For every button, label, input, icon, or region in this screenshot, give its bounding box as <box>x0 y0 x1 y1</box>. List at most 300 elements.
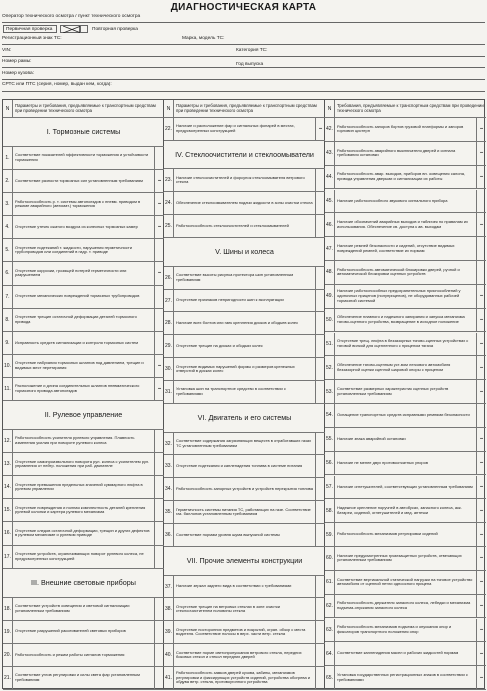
section-title: II. Рулевое управление <box>44 410 123 420</box>
table-row[interactable] <box>325 237 486 261</box>
row-mark[interactable]: – <box>476 642 486 665</box>
table-column <box>3 100 164 688</box>
row-number: 47. <box>325 237 335 260</box>
table-row[interactable] <box>3 332 164 355</box>
table-row[interactable] <box>325 452 486 476</box>
column-header-number: N <box>3 100 13 117</box>
row-requirement: Работоспособность аварийного выключателя дверей и сигнала требования остановки <box>337 147 456 158</box>
section-header <box>3 118 164 147</box>
table-row[interactable] <box>3 286 164 309</box>
table-row[interactable] <box>325 666 486 690</box>
table-row[interactable] <box>164 312 325 335</box>
row-mark[interactable]: – <box>154 170 164 192</box>
row-requirement: Наличие всех болтов или гаек крепления дисков и ободьев колес <box>176 320 299 326</box>
row-mark[interactable] <box>315 524 325 546</box>
row-requirement: Надежное крепление поручней в автобусах, запасного колеса, акк. батареи, сидений, огнетушителей и мед. аптечки <box>337 505 462 515</box>
table-row[interactable] <box>325 166 486 190</box>
row-number: 18. <box>3 598 13 620</box>
row-mark[interactable] <box>154 147 164 169</box>
table-row[interactable] <box>164 576 325 599</box>
row-number: 58. <box>325 499 335 522</box>
section-header <box>164 404 325 433</box>
column-header-number: N <box>325 100 335 117</box>
table-row[interactable] <box>3 309 164 332</box>
section-header <box>164 141 325 170</box>
row-requirement: Работоспособность замков дверей кузова, кабины, механизмов регулировки и фиксирующих устройств сидений, устройства обогрева и обдува ветр. стекла, противоугонного устройства <box>176 670 311 685</box>
table-row[interactable] <box>325 380 486 404</box>
row-requirement: Отсутствие трещин на дисках и ободьях колес <box>176 343 263 348</box>
row-number: 41. <box>164 667 174 689</box>
table-row[interactable] <box>3 147 164 170</box>
row-number: 21. <box>3 667 13 689</box>
row-requirement: Наличие работоспособного звукового сигнального прибора <box>337 197 448 203</box>
row-mark[interactable]: – <box>154 262 164 284</box>
row-number: 1. <box>3 147 13 169</box>
row-requirement: Наличие стеклоочистителей и форсунок стеклоомывателя ветрового стекла <box>176 174 305 185</box>
row-mark[interactable]: – <box>476 142 486 165</box>
row-mark[interactable] <box>315 667 325 689</box>
table-row[interactable] <box>164 524 325 547</box>
row-requirement: Наличие огнетушителей, соответствующих установленным требованиям <box>337 483 473 489</box>
row-requirement: Отсутствие механических повреждений тормозных трубопроводов <box>15 293 140 299</box>
row-number: 33. <box>164 455 174 477</box>
row-mark[interactable] <box>154 546 164 568</box>
table-row[interactable] <box>325 356 486 380</box>
srts-row <box>2 82 485 92</box>
table-row[interactable] <box>3 262 164 285</box>
table-row[interactable] <box>164 501 325 524</box>
row-requirement: Соответствие разности тормозных сил установленным требованиям <box>15 177 143 183</box>
table-row[interactable] <box>325 142 486 166</box>
row-mark[interactable]: – <box>476 333 486 356</box>
reg-sign-row <box>2 36 485 45</box>
section-header <box>3 569 164 598</box>
row-number: 11. <box>3 378 13 400</box>
table-row[interactable] <box>325 476 486 500</box>
requirements-table <box>2 99 485 689</box>
year-label: Год выпуска <box>236 62 264 67</box>
row-number: 62. <box>325 595 335 618</box>
row-requirement: Соответствие вертикальной статической нагрузки на тяговое устройство автомобиля от сцепной петли одноосного прицепа <box>337 576 473 587</box>
table-row[interactable] <box>164 169 325 192</box>
row-requirement: Отсутствие набухания тормозных шлангов под давлением, трещин и видимых мест перетирания <box>15 360 144 370</box>
row-requirement: Соответствие размерных характеристик сцепных устройств установленным требованиям <box>337 385 449 396</box>
row-mark[interactable] <box>154 430 164 452</box>
table-row[interactable] <box>3 644 164 667</box>
row-mark[interactable]: – <box>476 499 486 522</box>
row-mark[interactable] <box>315 501 325 523</box>
table-row[interactable] <box>3 598 164 621</box>
row-requirement: Герметичность системы питания ТС, работающих на газе. Соответствие газ. баллонов установленным требованиям <box>176 506 311 517</box>
row-number: 35. <box>164 501 174 523</box>
row-requirement: Наличие обозначений аварийных выходов и табличек по правилам их использования. Обеспечение св. доступа к ав. выходам <box>337 219 468 229</box>
row-number: 44. <box>325 166 335 189</box>
srts-label: СРТС или ПТС (серия, номер, выдан кем, когда): <box>2 82 112 87</box>
row-requirement: Работоспособность усилителя рулевого управления. Плавность изменения усилия при повороте рулевого колеса <box>15 435 135 446</box>
vin-label: VIN: <box>2 48 12 53</box>
row-requirement: Соответствие норме светопропускания ветрового стекла, передних боковых стекол и стекол передних дверей <box>176 649 302 660</box>
table-row[interactable] <box>325 404 486 428</box>
row-number: 6. <box>3 262 13 284</box>
row-requirement: Наличие работоспособных предохранительных приспособлений у одиночных прицепов (полуприцепов), не оборудованных рабочей тормозной системой <box>337 288 461 303</box>
row-mark[interactable] <box>154 644 164 666</box>
table-column <box>164 100 325 688</box>
row-requirement: Отсутствие посторонних предметов и покрытий, огран. обзор с места водителя. Соответствие полосы в верх. части ветр. стекла <box>176 626 306 637</box>
table-row[interactable] <box>3 667 164 690</box>
row-requirement: Соответствие высоты рисунка протектора шин установленным требованиям <box>176 272 294 282</box>
row-requirement: Соответствие каплепадения масел и рабочих жидкостей нормам <box>337 650 459 656</box>
row-number: 65. <box>325 666 335 689</box>
row-number: 50. <box>325 309 335 332</box>
row-requirement: Соответствие нормам уровня шума выпускной системы <box>176 531 280 537</box>
row-number: 28. <box>164 312 174 334</box>
section-header <box>3 401 164 430</box>
table-row[interactable] <box>325 213 486 237</box>
table-row[interactable] <box>3 170 164 193</box>
row-number: 15. <box>3 499 13 521</box>
row-mark[interactable]: – <box>476 428 486 451</box>
table-row[interactable] <box>3 476 164 499</box>
row-number: 3. <box>3 193 13 215</box>
table-row[interactable] <box>164 192 325 215</box>
table-row[interactable] <box>3 522 164 545</box>
primary-check-label: Первичная проверка <box>6 27 53 32</box>
table-row[interactable] <box>325 619 486 643</box>
section-header <box>164 238 325 267</box>
row-mark[interactable] <box>476 190 486 213</box>
table-row[interactable] <box>164 215 325 238</box>
row-number: 54. <box>325 404 335 427</box>
row-number: 24. <box>164 192 174 214</box>
row-requirement: Отсутствие трещ. люфта в беззазорных тягово-сцепных устройствах с тяговой вилкой для сцепленного с прицепом тягача <box>337 338 469 348</box>
row-requirement: Наличие не менее двух противооткатных упоров <box>337 459 428 465</box>
row-number: 40. <box>164 644 174 666</box>
row-requirement: Отсутствие подтеканий т. жидкости, нарушения герметичности трубопроводов или соединений в гидр. т. приводе <box>15 244 132 255</box>
primary-check-mark[interactable] <box>60 25 80 33</box>
row-number: 53. <box>325 380 335 403</box>
frame-row <box>2 59 485 68</box>
table-row[interactable] <box>325 642 486 666</box>
row-number: 4. <box>3 216 13 238</box>
row-mark[interactable] <box>154 309 164 331</box>
column-header <box>3 100 164 118</box>
row-number: 37. <box>164 576 174 598</box>
column-header-text: Параметры и требования, предъявляемые к транспортным средствам при проведении технического осмотра <box>176 102 317 113</box>
row-requirement: Соответствие содержания загрязняющих веществ в отработавших газах ТС установленным требованиям <box>176 437 312 448</box>
table-row[interactable] <box>325 523 486 547</box>
row-mark[interactable]: – <box>476 118 486 141</box>
table-row[interactable] <box>325 118 486 142</box>
body-row <box>2 71 485 80</box>
row-mark[interactable] <box>154 453 164 475</box>
row-mark[interactable] <box>154 499 164 521</box>
primary-check-box[interactable] <box>3 25 57 33</box>
row-number: 31. <box>164 381 174 403</box>
section-title: I. Тормозные системы <box>46 126 121 136</box>
section-header <box>164 547 325 576</box>
table-row[interactable] <box>164 118 325 141</box>
row-mark[interactable] <box>476 237 486 260</box>
row-number: 8. <box>3 309 13 331</box>
table-row[interactable] <box>164 335 325 358</box>
row-mark[interactable]: – <box>154 378 164 400</box>
row-mark[interactable] <box>315 335 325 357</box>
row-number: 61. <box>325 571 335 594</box>
row-mark[interactable]: – <box>476 571 486 594</box>
row-requirement: Наличие ремней безопасности и сидений, отсутствие видимых повреждений ремней, соответствие их нормам <box>337 242 455 253</box>
table-row[interactable] <box>3 546 164 569</box>
row-number: 64. <box>325 642 335 665</box>
table-row[interactable] <box>325 428 486 452</box>
row-requirement: Отсутствие следов остаточной деформации, трещин и других дефектов в рулевом механизме и рулевом приводе <box>15 527 150 538</box>
row-requirement: Отсутствие утечек сжатого воздуха из колесных тормозных камер <box>15 223 138 229</box>
table-row[interactable] <box>164 667 325 690</box>
column-header-text: Параметры и требования, предъявляемые к транспортным средствам при проведении технического осмотра <box>15 102 156 113</box>
table-row[interactable] <box>3 453 164 476</box>
row-mark[interactable] <box>315 358 325 380</box>
table-row[interactable] <box>3 621 164 644</box>
row-mark[interactable] <box>154 598 164 620</box>
table-row[interactable] <box>3 355 164 378</box>
row-requirement: Соответствие устройств освещения и световой сигнализации установленным требованиям <box>15 603 130 613</box>
table-row[interactable] <box>164 381 325 404</box>
row-number: 38. <box>164 598 174 620</box>
table-row[interactable] <box>3 216 164 239</box>
document-title: ДИАГНОСТИЧЕСКАЯ КАРТА <box>170 2 317 13</box>
table-row[interactable] <box>164 267 325 290</box>
row-requirement: Обеспечение стеклоомывателем подачи жидкости в зоны очистки стекла <box>176 200 313 205</box>
brand-label: Марка, модель ТС: <box>182 36 225 41</box>
row-requirement: Соответствие углов регулировки и силы света фар установленным требованиям <box>15 672 140 682</box>
table-row[interactable] <box>164 644 325 667</box>
row-requirement: Работоспособность стеклоочистителей и стеклоомывателей <box>176 222 289 228</box>
table-row[interactable] <box>164 598 325 621</box>
row-number: 10. <box>3 355 13 377</box>
row-number: 5. <box>3 239 13 261</box>
row-number: 23. <box>164 169 174 191</box>
row-number: 27. <box>164 290 174 312</box>
table-row[interactable] <box>325 571 486 595</box>
row-mark[interactable]: – <box>476 166 486 189</box>
row-requirement: Работоспособность механизмов регулировки сидений <box>337 531 438 537</box>
row-requirement: Соответствие показателей эффективности торможения и устойчивости торможения <box>15 152 149 162</box>
row-requirement: Отсутствие самопроизвольного поворота рул. колеса с усилителем рул. управления от нейтр. положения при раб. двигателе <box>15 458 150 469</box>
row-mark[interactable]: – <box>476 523 486 546</box>
repeat-check-label: Повторная проверка <box>92 27 138 32</box>
section-title: III. Внешние световые приборы <box>31 577 136 587</box>
row-number: 17. <box>3 546 13 568</box>
row-requirement: Наличие знака аварийной остановки <box>337 435 406 441</box>
row-mark[interactable]: – <box>154 355 164 377</box>
row-mark[interactable] <box>315 169 325 191</box>
row-requirement: Оснащение транспортных средств исправными ремнями безопасности <box>337 412 470 418</box>
row-number: 22. <box>164 118 174 140</box>
row-number: 13. <box>3 453 13 475</box>
row-mark[interactable]: – <box>476 452 486 475</box>
row-requirement: Работоспособность и режим работы сигналов торможения <box>15 651 125 657</box>
table-row[interactable] <box>164 455 325 478</box>
row-mark[interactable]: – <box>476 476 486 499</box>
row-number: 63. <box>325 619 335 642</box>
row-mark[interactable] <box>315 644 325 666</box>
row-requirement: Отсутствие трещин остаточной деформации деталей тормозного привода <box>15 314 137 324</box>
row-requirement: Отсутствие видимых нарушений формы и размеров крепежных отверстий в дисках колес <box>176 363 295 374</box>
row-requirement: Наличие зеркал заднего вида в соответствии с требованиями <box>176 583 292 589</box>
table-row[interactable] <box>325 190 486 214</box>
row-number: 7. <box>3 286 13 308</box>
operator-label: Оператор технического осмотра / пункт технического осмотра <box>2 14 141 19</box>
row-mark[interactable] <box>154 332 164 354</box>
row-requirement: Отсутствие трещин на ветровых стеклах в зоне очистки стеклоочистителем половины стекла <box>176 603 280 614</box>
row-mark[interactable]: – <box>476 619 486 642</box>
row-mark[interactable] <box>315 576 325 598</box>
row-mark[interactable] <box>154 667 164 689</box>
section-title: VII. Прочие элементы конструкции <box>186 555 303 565</box>
row-requirement: Отсутствие разрушений рассеивателей световых приборов <box>15 628 126 634</box>
row-number: 30. <box>164 358 174 380</box>
row-mark[interactable] <box>315 192 325 214</box>
row-number: 59. <box>325 523 335 546</box>
table-row[interactable] <box>3 378 164 401</box>
row-mark[interactable] <box>154 286 164 308</box>
operator-field[interactable] <box>2 14 485 23</box>
table-row[interactable] <box>3 499 164 522</box>
row-number: 39. <box>164 621 174 643</box>
row-mark[interactable]: – <box>154 193 164 215</box>
row-mark[interactable] <box>315 267 325 289</box>
row-mark[interactable] <box>315 478 325 500</box>
row-mark[interactable]: – <box>476 595 486 618</box>
row-number: 34. <box>164 478 174 500</box>
row-mark[interactable]: – <box>315 118 325 140</box>
table-row[interactable] <box>325 261 486 285</box>
table-row[interactable] <box>3 430 164 453</box>
row-requirement: Работоспособность запорных устройств и устройств перекрытия топлива <box>176 486 313 491</box>
row-mark[interactable] <box>315 215 325 237</box>
row-mark[interactable]: – <box>476 309 486 332</box>
row-requirement: Работоспособность держателя запасного колеса, лебедки и механизма подъема-опускания запасного колеса <box>337 600 471 611</box>
cross-mark-icon <box>63 26 81 33</box>
row-number: 26. <box>164 267 174 289</box>
section-title: IV. Стеклоочистители и стеклоомыватели <box>175 149 314 159</box>
row-number: 2. <box>3 170 13 192</box>
row-number: 55. <box>325 428 335 451</box>
column-header-number: N <box>164 100 174 117</box>
row-mark[interactable] <box>315 381 325 403</box>
row-mark[interactable]: – <box>476 666 486 689</box>
table-row[interactable] <box>3 239 164 262</box>
table-column <box>325 100 486 688</box>
row-number: 19. <box>3 621 13 643</box>
row-number: 43. <box>325 142 335 165</box>
row-requirement: Расположение и длина соединительных шлангов пневматического тормозного привода автопоездов <box>15 383 140 394</box>
row-number: 48. <box>325 261 335 284</box>
row-number: 56. <box>325 452 335 475</box>
row-mark[interactable] <box>154 621 164 643</box>
row-requirement: Наличие и расположение фар и сигнальных фонарей в местах, предусмотренных конструкцией <box>176 123 295 133</box>
row-number: 12. <box>3 430 13 452</box>
row-requirement: Отсутствие коррозии, грозящей потерей герметичности или разрушением <box>15 267 127 278</box>
row-number: 57. <box>325 476 335 499</box>
table-row[interactable] <box>164 478 325 501</box>
row-number: 52. <box>325 356 335 379</box>
column-header <box>325 100 486 118</box>
table-row[interactable] <box>325 285 486 309</box>
table-row[interactable] <box>164 433 325 456</box>
row-mark[interactable]: – <box>476 547 486 570</box>
row-requirement: Исправность средств сигнализации и контроля тормозных систем <box>15 339 139 345</box>
row-mark[interactable] <box>476 404 486 427</box>
row-requirement: Обеспечение тягово-сцепным уст-вом легкового автомобиля беззазорной сцепки сцепной шаровой опоры с прицепом <box>337 362 451 372</box>
row-mark[interactable]: – <box>476 285 486 308</box>
row-requirement: Работоспособность р. т. системы автопоездов с пневм. приводом в режиме аварийного (автомат.) торможения <box>15 198 141 209</box>
row-requirement: Обеспечение плавного и надежного запирания и запуска механизма тягово-сцепного устройства, возвращение в исходное положение <box>337 314 465 325</box>
row-requirement: Установка государственных регистрационных знаков в соответствии с требованиями <box>337 671 468 682</box>
row-number: 25. <box>164 215 174 237</box>
column-header-text: Требования, предъявляемые к транспортным средствам при проведении технического осмотра <box>337 102 484 113</box>
row-requirement: Работоспособность запоров бортов грузовой платформы и запоров горловин цистерн <box>337 123 464 134</box>
row-number: 45. <box>325 190 335 213</box>
table-row[interactable] <box>325 499 486 523</box>
column-header <box>164 100 325 118</box>
reg-sign-label: Регистрационный знак ТС: <box>2 36 62 41</box>
row-mark[interactable] <box>315 312 325 334</box>
row-mark[interactable] <box>154 476 164 498</box>
table-row[interactable] <box>3 193 164 216</box>
row-mark[interactable] <box>315 290 325 312</box>
row-requirement: Работоспособность механизмов подъема и опускания опор и фиксаторов транспортного положения опор <box>337 624 452 634</box>
row-requirement: Отсутствие подтекания и каплепадения топлива в системе питания <box>176 463 303 469</box>
row-number: 14. <box>3 476 13 498</box>
row-mark[interactable] <box>154 522 164 544</box>
frame-label: Номер рамы: <box>2 59 32 64</box>
table-row[interactable] <box>325 309 486 333</box>
row-requirement: Отсутствие повреждения и полная комплектность деталей крепления рулевой колонки и картера рулевого механизма <box>15 504 146 515</box>
row-number: 20. <box>3 644 13 666</box>
row-mark[interactable] <box>476 261 486 284</box>
table-row[interactable] <box>164 290 325 313</box>
row-number: 16. <box>3 522 13 544</box>
row-mark[interactable] <box>154 239 164 261</box>
section-title: V. Шины и колеса <box>215 246 274 256</box>
row-number: 42. <box>325 118 335 141</box>
repeat-check-mark[interactable] <box>80 25 88 33</box>
row-requirement: Отсутствие превышения предельных значений суммарного люфта в рулевом управлении <box>15 481 143 492</box>
body-label: Номер кузова: <box>2 71 34 76</box>
table-row[interactable] <box>325 595 486 619</box>
row-requirement: Отсутствие признаков непригодности шин к эксплуатации <box>176 297 284 303</box>
table-row[interactable] <box>325 333 486 357</box>
row-mark[interactable] <box>315 455 325 477</box>
row-mark[interactable]: – <box>476 380 486 403</box>
row-mark[interactable]: – <box>476 356 486 379</box>
table-row[interactable] <box>325 547 486 571</box>
row-mark[interactable]: – <box>154 216 164 238</box>
row-number: 49. <box>325 285 335 308</box>
row-mark[interactable]: – <box>476 213 486 236</box>
row-mark[interactable] <box>315 621 325 643</box>
row-number: 9. <box>3 332 13 354</box>
row-mark[interactable] <box>315 433 325 455</box>
row-requirement: Отсутствие устройств, ограничивающих поворот рулевого колеса, не предусмотренных конструкцией <box>15 551 144 561</box>
table-row[interactable] <box>164 621 325 644</box>
row-requirement: Установка шин на транспортное средство в соответствии с требованиями <box>176 386 286 397</box>
row-mark[interactable] <box>315 598 325 620</box>
vin-row <box>2 48 485 57</box>
table-row[interactable] <box>164 358 325 381</box>
section-title: VI. Двигатель и его системы <box>197 412 292 422</box>
row-requirement: Наличие предусмотренных грязезащитных устройств, отвечающих установленным требованиям <box>337 552 462 563</box>
